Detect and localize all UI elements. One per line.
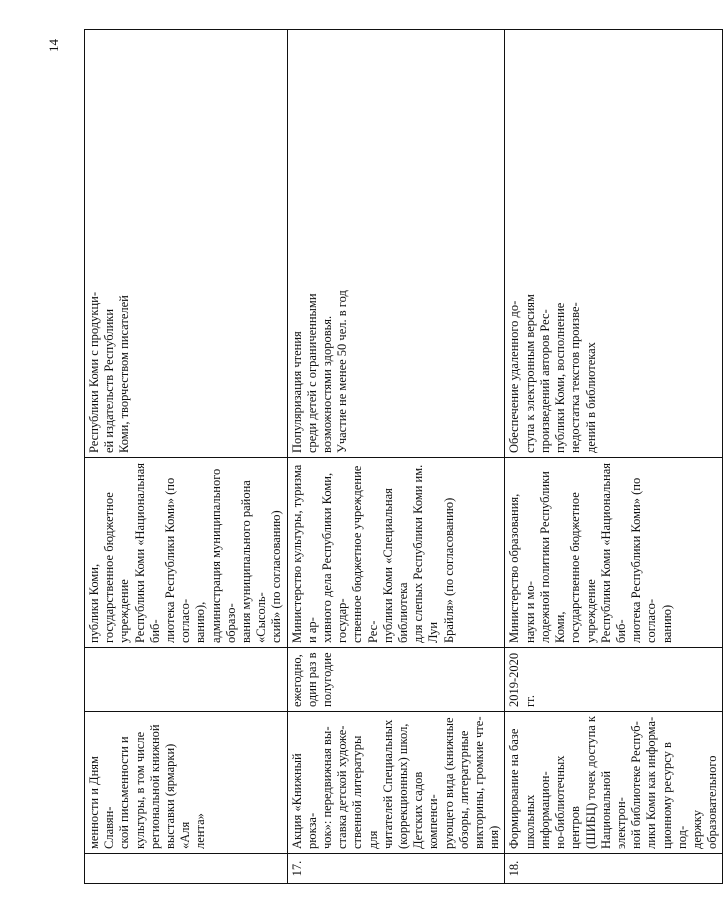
row-number: 18.: [505, 854, 723, 884]
row-number: 17.: [287, 854, 505, 884]
result-cell: Популяризация чтения среди детей с ограниченными возможностями здоровья. Участие не менее 50 чел. в год: [287, 30, 505, 458]
period-cell: [85, 648, 288, 712]
event-cell: Акция «Книжный рюкза- чок»: передвижная вы- ставка детской художе- ственной литературы для читателей Специальных (коррекционных) школ, Детских садов компенси- рующего вида (книжные обзоры, литературные викторины, громкие чте- ния): [287, 712, 505, 854]
table-row: [85, 30, 288, 884]
responsible-cell: публики Коми, государственное бюджетное учреждение Республики Коми «Национальная биб- лиотека Республики Коми» (по согласо- ванию), администрация муниципального образо- вания муниципального района «Сысоль- ский» (по согласованию): [85, 458, 288, 648]
row-number: [85, 854, 288, 884]
table-row: [287, 30, 505, 884]
table-row: [505, 30, 723, 884]
event-cell: Формирование на базе школьных информацион- но-библиотечных центров (ШИБЦ) точек доступа к Национальной электрон- ной библиотеке Респуб- лики Коми как информа- ционному ресурсу в под- держку образовательного: [505, 712, 723, 854]
responsible-cell: Министерство культуры, туризма и ар- хивного дела Республики Коми, государ- ственное бюджетное учреждение Рес- публики Коми «Специальная библиотека для слепых Республики Коми им. Луи Брайля» (по согласованию): [287, 458, 505, 648]
period-cell: 2019-2020 гг.: [505, 648, 723, 712]
rotated-table-page: [84, 30, 720, 884]
page-number: 14: [46, 39, 61, 52]
result-cell: Республики Коми с продукци- ей издательств Республики Коми, творчеством писателей: [85, 30, 288, 458]
responsible-cell: Министерство образования, науки и мо- лодежной политики Республики Коми, государственное бюджетное учреждение Республики Коми «Национальная биб- лиотека Республики Коми» (по согласо- ванию): [505, 458, 723, 648]
period-cell: ежегодно, один раз в полугодие: [287, 648, 505, 712]
result-cell: Обеспечение удаленного до- ступа к электронным версиям произведений авторов Рес- публики Коми, восполнение недостатка текстов произве- дений в библиотеках: [505, 30, 723, 458]
event-cell: менности и Дням Славян- ской письменности и культуры, в том числе региональной книжной выставки (ярмарки) «Аля лента»: [85, 712, 288, 854]
plan-table: [84, 29, 723, 884]
